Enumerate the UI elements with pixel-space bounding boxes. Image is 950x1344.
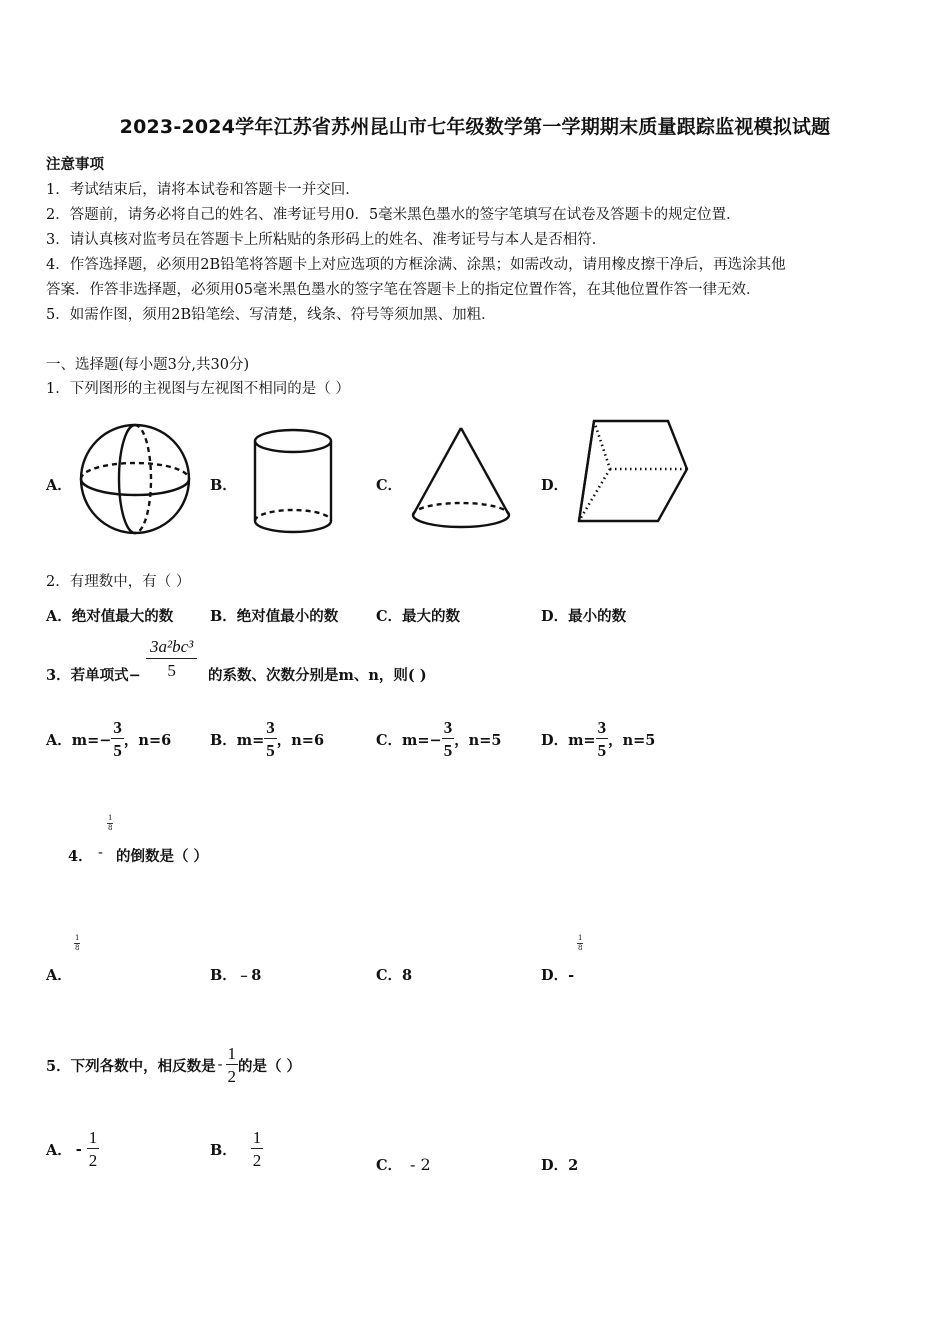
option-c: C．最大的数 [376,608,461,625]
notice-item: 1．考试结束后，请将本试卷和答题卡一并交回． [46,182,360,198]
option-c: C．8 [376,967,413,984]
cone-icon [406,423,516,535]
option-a-fraction: $\frac{1}{8}$ [75,934,80,952]
option-label-c: C． [376,477,403,494]
notice-heading: 注意事项 [46,156,104,173]
option-label-b: B． [210,477,237,494]
option-b: B．绝对值最小的数 [210,608,339,625]
question-4-number: 4． [68,848,93,865]
notice-item: 4．作答选择题，必须用2B铅笔将答题卡上对应选项的方框涂满、涂黑；如需改动，请用橡皮擦干净后，再选涂其他 [46,257,786,273]
question-3-suffix: 的系数、次数分别是m、n，则( ) [208,667,427,684]
option-label-a: A． [46,477,72,494]
option-d-fraction: $\frac{1}{8}$ [578,934,583,952]
prism-icon [570,415,694,530]
option-d: D．m= $\frac{3}{5}$ ，n=5 [541,718,656,760]
cylinder-icon [246,425,340,541]
question-4-suffix: 的倒数是（ ） [116,848,209,865]
option-d: D．2 [541,1157,579,1174]
option-c: C．m=− $\frac{3}{5}$ ，n=5 [376,718,502,760]
option-a: A． [46,967,72,984]
notice-item: 3．请认真核对监考员在答题卡上所粘贴的条形码上的姓名、准考证号与本人是否相符． [46,232,607,248]
option-d: D．最小的数 [541,608,627,625]
option-a: A． - $\frac{1}{2}$ [46,1128,98,1170]
question-3-prefix: 3．若单项式− [46,667,141,684]
option-a: A．m=− $\frac{3}{5}$ ，n=6 [46,718,172,760]
q4-sign: - [98,845,103,861]
option-b: B．m= $\frac{3}{5}$ ，n=6 [210,718,325,760]
question-5: 5．下列各数中，相反数是 - $\frac{1}{2}$ 的是（ ） [46,1044,302,1086]
option-a: A．绝对值最大的数 [46,608,174,625]
option-d: D．- [541,967,575,984]
question-1-stem: 1．下列图形的主视图与左视图不相同的是（ ） [46,381,350,397]
option-b: B．﹣8 [210,967,262,984]
sphere-icon [78,418,193,540]
question-2-stem: 2．有理数中，有（ ） [46,574,191,590]
option-b: B． $\frac{1}{2}$ [210,1128,262,1170]
notice-item: 答案．作答非选择题，必须用05毫米黑色墨水的签字笔在答题卡上的指定位置作答，在其他位置作答一律无效． [46,282,761,298]
monomial-fraction: $\frac{\text{3a²bc³}}{5}$ [146,638,197,679]
option-c: C． - 2 [376,1155,431,1174]
option-label-d: D． [541,477,569,494]
page-title: 2023-2024学年江苏省苏州昆山市七年级数学第一学期期末质量跟踪监视模拟试题 [119,116,831,138]
section-heading: 一、选择题(每小题3分,共30分) [46,357,250,373]
notice-item: 2．答题前，请务必将自己的姓名、准考证号用0．5毫米黑色墨水的签字笔填写在试卷及答题卡的规定位置． [46,207,741,223]
q4-fraction: $\frac{1}{8}$ [108,814,113,832]
notice-item: 5．如需作图，须用2B铅笔绘、写清楚，线条、符号等须加黑、加粗． [46,307,496,323]
